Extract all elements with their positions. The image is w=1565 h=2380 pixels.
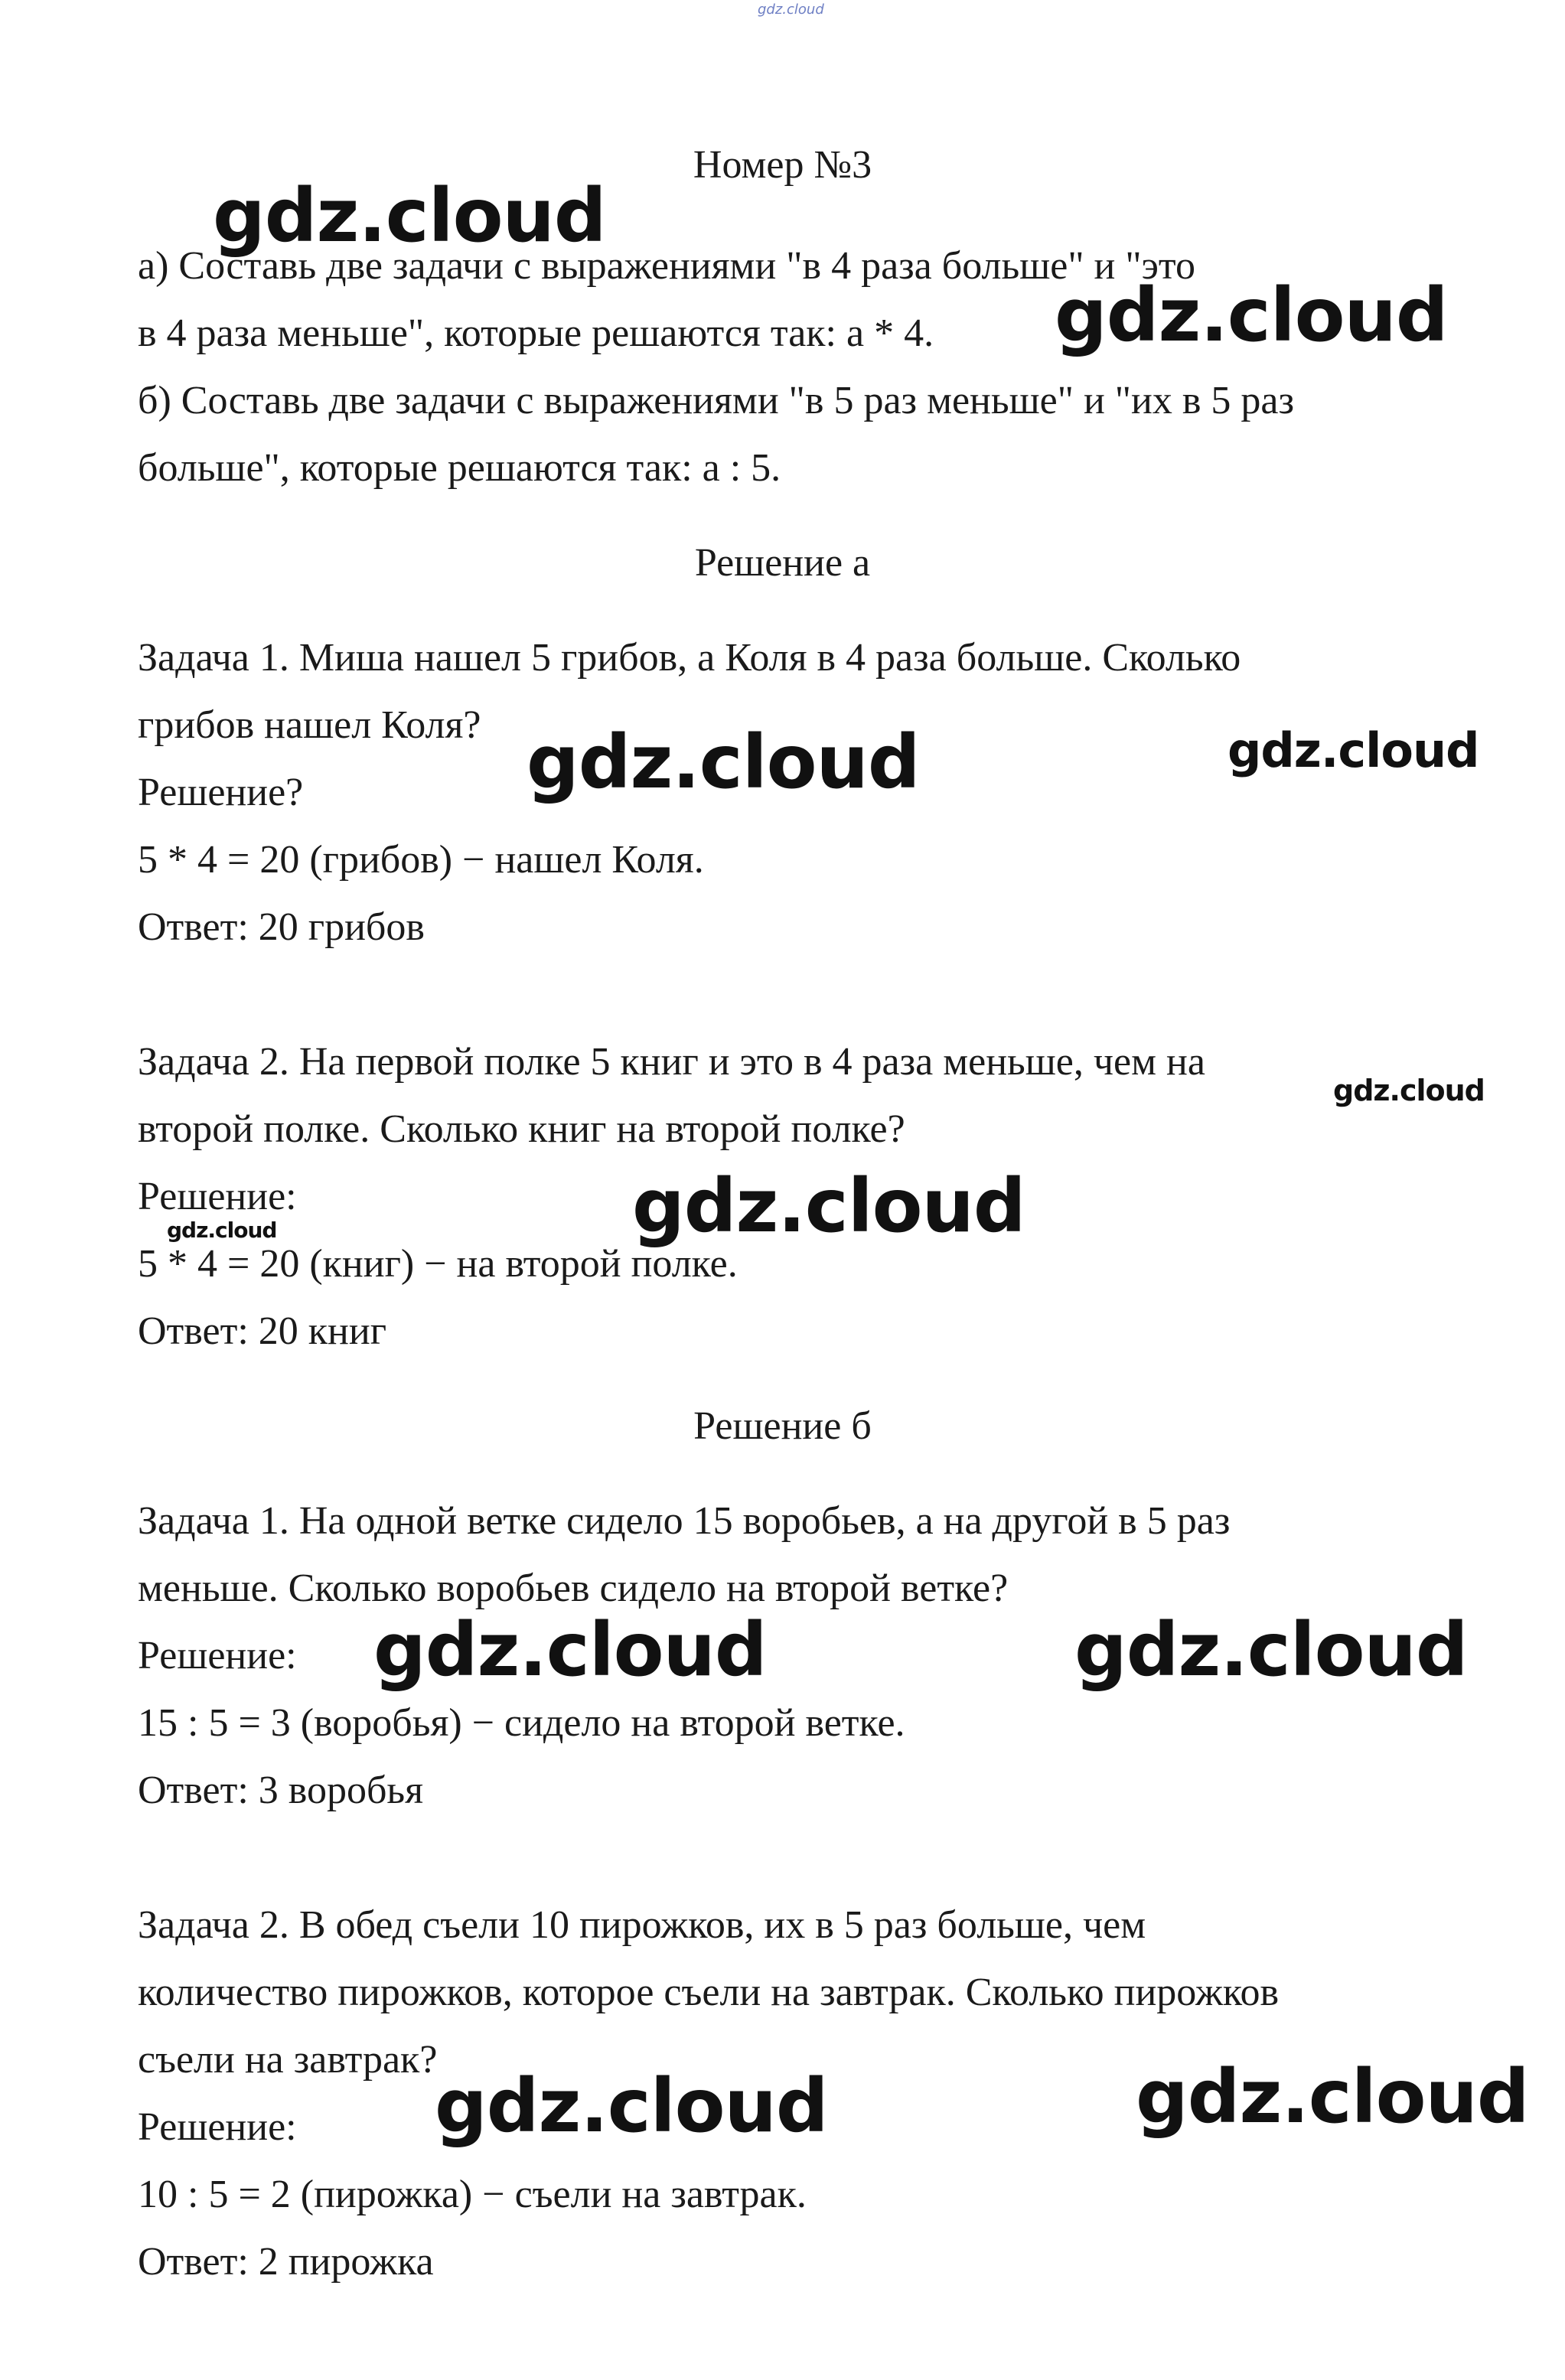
watermark: gdz.cloud	[213, 173, 606, 259]
solution-b-heading: Решение б	[693, 1404, 872, 1448]
watermark: gdz.cloud	[527, 719, 920, 805]
solution-a-problem1-label: Решение?	[138, 771, 304, 814]
solution-b-problem1-label: Решение:	[138, 1634, 297, 1677]
solution-a-problem1-line-2: грибов нашел Коля?	[138, 703, 481, 747]
top-watermark: gdz.cloud	[758, 2, 824, 18]
solution-a-problem1-answer: Ответ: 20 грибов	[138, 905, 425, 949]
solution-b-problem1-line-1: Задача 1. На одной ветке сидело 15 воробьев, а на другой в 5 раз	[138, 1499, 1231, 1543]
solution-b-problem2-line-3: съели на завтрак?	[138, 2038, 438, 2082]
solution-a-problem2-line-1: Задача 2. На первой полке 5 книг и это в 4 раза меньше, чем на	[138, 1040, 1205, 1084]
solution-b-problem2-line-2: количество пирожков, которое съели на завтрак. Сколько пирожков	[138, 1971, 1280, 2014]
solution-b-problem1-answer: Ответ: 3 воробья	[138, 1769, 424, 1812]
watermark: gdz.cloud	[1228, 722, 1479, 778]
solution-a-problem1-calc: 5 * 4 = 20 (грибов) − нашел Коля.	[138, 838, 704, 882]
watermark: gdz.cloud	[435, 2063, 828, 2149]
solution-a-problem2-calc: 5 * 4 = 20 (книг) − на второй полке.	[138, 1242, 738, 1286]
watermark: gdz.cloud	[167, 1218, 277, 1243]
solution-a-problem2-line-2: второй полке. Сколько книг на второй полке?	[138, 1107, 905, 1151]
solution-b-problem2-label: Решение:	[138, 2105, 297, 2149]
watermark: gdz.cloud	[1055, 272, 1448, 358]
solution-a-problem2-answer: Ответ: 20 книг	[138, 1309, 387, 1353]
task-line-3: б) Составь две задачи с выражениями "в 5 раз меньше" и "их в 5 раз	[138, 379, 1294, 422]
task-line-2: в 4 раза меньше", которые решаются так: а * 4.	[138, 311, 934, 355]
solution-b-problem2-calc: 10 : 5 = 2 (пирожка) − съели на завтрак.	[138, 2173, 807, 2216]
solution-b-problem1-line-2: меньше. Сколько воробьев сидело на второй ветке?	[138, 1567, 1009, 1610]
solution-b-problem2-answer: Ответ: 2 пирожка	[138, 2240, 434, 2284]
solution-a-problem2-label: Решение:	[138, 1175, 297, 1218]
task-line-4: больше", которые решаются так: а : 5.	[138, 446, 781, 490]
watermark: gdz.cloud	[1074, 1607, 1468, 1693]
solution-a-problem1-line-1: Задача 1. Миша нашел 5 грибов, а Коля в 4 раза больше. Сколько	[138, 636, 1241, 680]
watermark: gdz.cloud	[1136, 2054, 1529, 2140]
watermark: gdz.cloud	[373, 1607, 767, 1693]
page-title: Номер №3	[693, 143, 872, 187]
solution-b-problem2-line-1: Задача 2. В обед съели 10 пирожков, их в 5 раз больше, чем	[138, 1903, 1146, 1947]
solution-a-heading: Решение а	[694, 541, 871, 585]
watermark: gdz.cloud	[632, 1163, 1025, 1249]
solution-b-problem1-calc: 15 : 5 = 3 (воробья) − сидело на второй ветке.	[138, 1701, 905, 1745]
watermark: gdz.cloud	[1333, 1074, 1485, 1107]
task-line-1: а) Составь две задачи с выражениями "в 4 раза больше" и "это	[138, 244, 1195, 288]
